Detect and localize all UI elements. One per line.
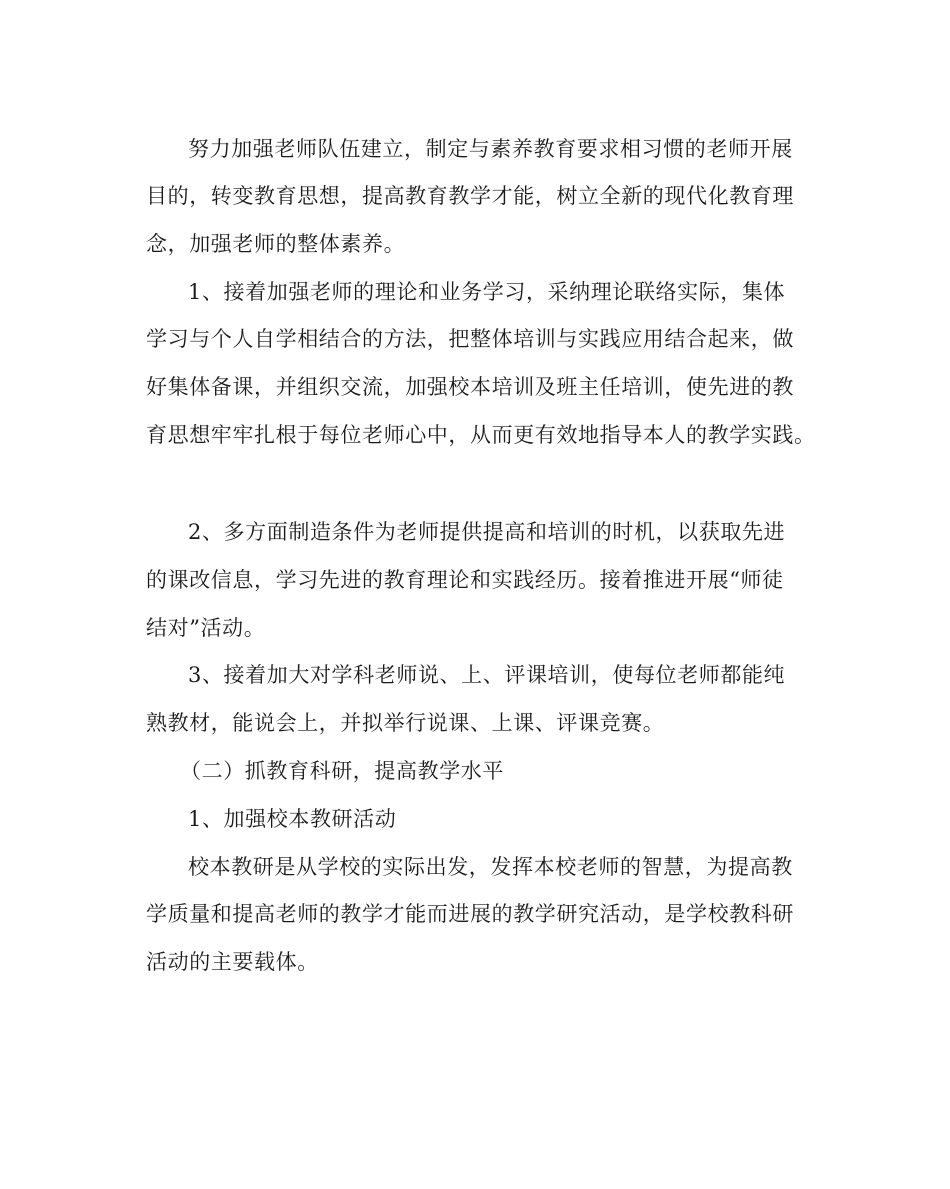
- paragraph-line: 学习与个人自学相结合的方法，把整体培训与实践应用结合起来，做: [146, 327, 794, 351]
- paragraph-line: 念，加强老师的整体素养。: [146, 232, 406, 256]
- paragraph-line: 2、多方面制造条件为老师提供提高和培训的时机，以获取先进: [188, 520, 786, 544]
- paragraph-line: 努力加强老师队伍建立，制定与素养教育要求相习惯的老师开展: [188, 137, 793, 161]
- paragraph-line: 校本教研是从学校的实际出发，发挥本校老师的智慧，为提高教: [188, 855, 793, 879]
- paragraph-line: 熟教材，能说会上，并拟举行说课、上课、评课竞赛。: [146, 711, 665, 735]
- paragraph-line: 育思想牢牢扎根于每位老师心中，从而更有效地指导本人的教学实践。: [146, 423, 816, 447]
- paragraph-line: 好集体备课，并组织交流，加强校本培训及班主任培训，使先进的教: [146, 375, 794, 399]
- paragraph-line: 3、接着加大对学科老师说、上、评课培训，使每位老师都能纯: [188, 663, 786, 687]
- paragraph-line: 活动的主要载体。: [146, 950, 319, 974]
- paragraph-line: 目的，转变教育思想，提高教育教学才能，树立全新的现代化教育理: [146, 184, 794, 208]
- section-heading: （二）抓教育科研，提高教学水平: [180, 759, 504, 783]
- paragraph-line: 结对”活动。: [146, 616, 266, 640]
- paragraph-line: 1、接着加强老师的理论和业务学习，采纳理论联络实际，集体: [188, 280, 786, 304]
- paragraph-line: 的课改信息，学习先进的教育理论和实践经历。接着推进开展“师徒: [146, 568, 784, 592]
- subsection-heading: 1、加强校本教研活动: [188, 807, 397, 831]
- paragraph-line: 学质量和提高老师的教学才能而进展的教学研究活动，是学校教科研: [146, 902, 794, 926]
